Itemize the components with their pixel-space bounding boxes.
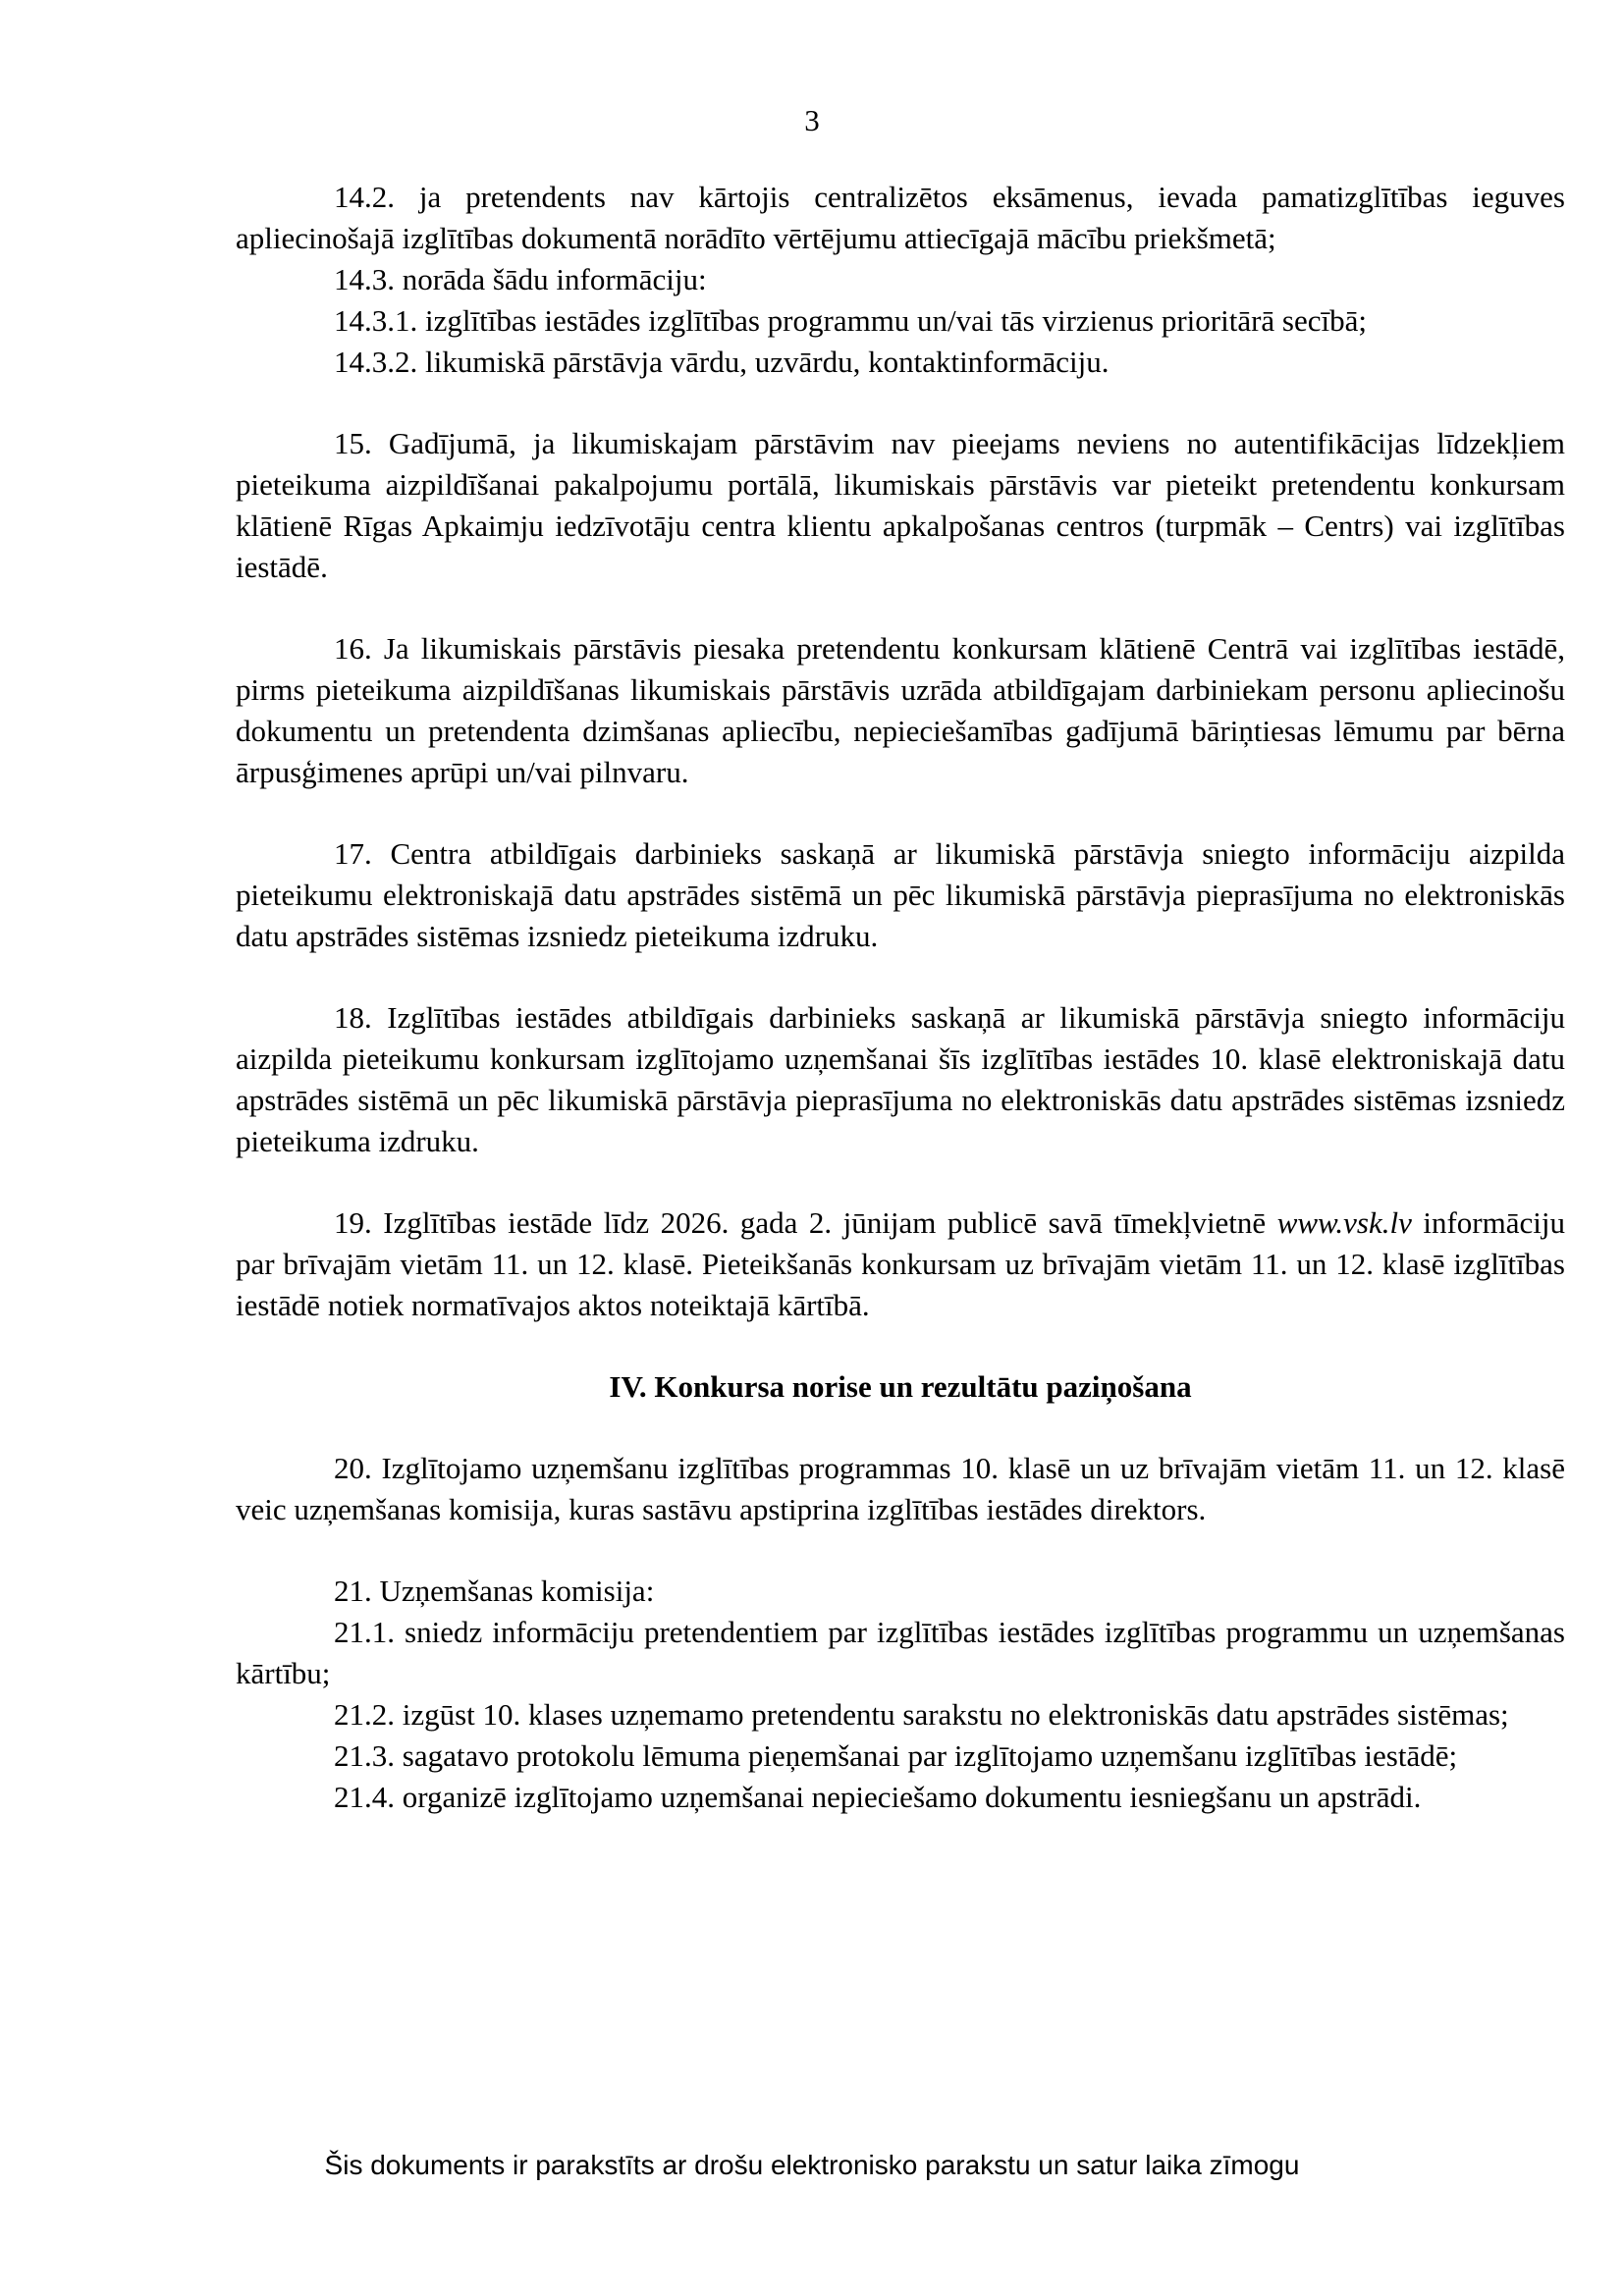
clause-19 — [236, 1202, 1565, 1326]
clause-21-2: 21.2. izgūst 10. klases uzņemamo pretendentu sarakstu no elektroniskās datu apstrādes sistēmas; — [334, 1697, 1509, 1732]
clause-16: 16. Ja likumiskais pārstāvis piesaka pretendentu konkursam klātienē Centrā vai izglītības iestādē, pirms pieteikuma aizpildīšanas likumiskais pārstāvis uzrāda atbildīgajam darbiniekam personu apliecinošu dokumentu un pretendenta dzimšanas apliecību, nepieciešamības gadījumā bāriņtiesas lēmumu par bērna ārpusģimenes aprūpi un/vai pilnvaru. — [236, 631, 1565, 789]
signature-footer: Šis dokuments ir parakstīts ar drošu elektronisko parakstu un satur laika zīmogu — [324, 2150, 1300, 2180]
page-number: 3 — [804, 103, 820, 137]
clause-14-2: 14.2. ja pretendents nav kārtojis centralizētos eksāmenus, ievada pamatizglītības ieguves apliecinošajā izglītības dokumentā norādīto vērtējumu attiecīgajā mācību priekšmetā; — [236, 180, 1565, 255]
clause-14-3-2: 14.3.2. likumiskā pārstāvja vārdu, uzvārdu, kontaktinformāciju. — [334, 345, 1110, 379]
clause-14-3-1: 14.3.1. izglītības iestādes izglītības programmu un/vai tās virzienus prioritārā secībā; — [334, 303, 1368, 338]
website-link: www.vsk.lv — [1276, 1205, 1412, 1240]
clause-19-text-end: informāciju par brīvajām vietām 11. un 12. klasē. Pieteikšanās konkursam uz brīvajām vietām 11. un 12. klasē izglītības iestādē notiek normatīvajos aktos noteiktajā kārtībā. — [236, 1205, 1565, 1322]
clause-18: 18. Izglītības iestādes atbildīgais darbinieks saskaņā ar likumiskā pārstāvja sniegto informāciju aizpilda pieteikumu konkursam izglītojamo uzņemšanai šīs izglītības iestādes 10. klasē elektroniskajā datu apstrādes sistēmā un pēc likumiskā pārstāvja pieprasījuma no elektroniskās datu apstrādes sistēmas izsniedz pieteikuma izdruku. — [236, 1000, 1565, 1158]
document-body — [236, 177, 1565, 1818]
clause-15: 15. Gadījumā, ja likumiskajam pārstāvim nav pieejams neviens no autentifikācijas līdzekļiem pieteikuma aizpildīšanai pakalpojumu portālā, likumiskais pārstāvis var pieteikt pretendentu konkursam klātienē Rīgas Apkaimju iedzīvotāju centra klientu apkalpošanas centros (turpmāk – Centrs) vai izglītības iestādē. — [236, 426, 1565, 584]
clause-21: 21. Uzņemšanas komisija: — [334, 1574, 655, 1608]
clause-19-text-start: 19. Izglītības iestāde līdz 2026. gada 2. jūnijam publicē savā tīmekļvietnē — [334, 1205, 1277, 1240]
clause-21-4: 21.4. organizē izglītojamo uzņemšanai nepieciešamo dokumentu iesniegšanu un apstrādi. — [334, 1780, 1422, 1814]
section-heading: IV. Konkursa norise un rezultātu paziņošana — [609, 1369, 1192, 1404]
clause-17: 17. Centra atbildīgais darbinieks saskaņā ar likumiskā pārstāvja sniegto informāciju aizpilda pieteikumu elektroniskajā datu apstrādes sistēmā un pēc likumiskā pārstāvja pieprasījuma no elektroniskās datu apstrādes sistēmas izsniedz pieteikuma izdruku. — [236, 836, 1565, 953]
clause-14-3: 14.3. norāda šādu informāciju: — [334, 262, 707, 296]
clause-20: 20. Izglītojamo uzņemšanu izglītības programmas 10. klasē un uz brīvajām vietām 11. un 12. klasē veic uzņemšanas komisija, kuras sastāvu apstiprina izglītības iestādes direktors. — [236, 1451, 1565, 1526]
clause-21-3: 21.3. sagatavo protokolu lēmuma pieņemšanai par izglītojamo uzņemšanu izglītības iestādē; — [334, 1738, 1458, 1773]
clause-21-1: 21.1. sniedz informāciju pretendentiem par izglītības iestādes izglītības programmu un uzņemšanas kārtību; — [236, 1615, 1565, 1690]
